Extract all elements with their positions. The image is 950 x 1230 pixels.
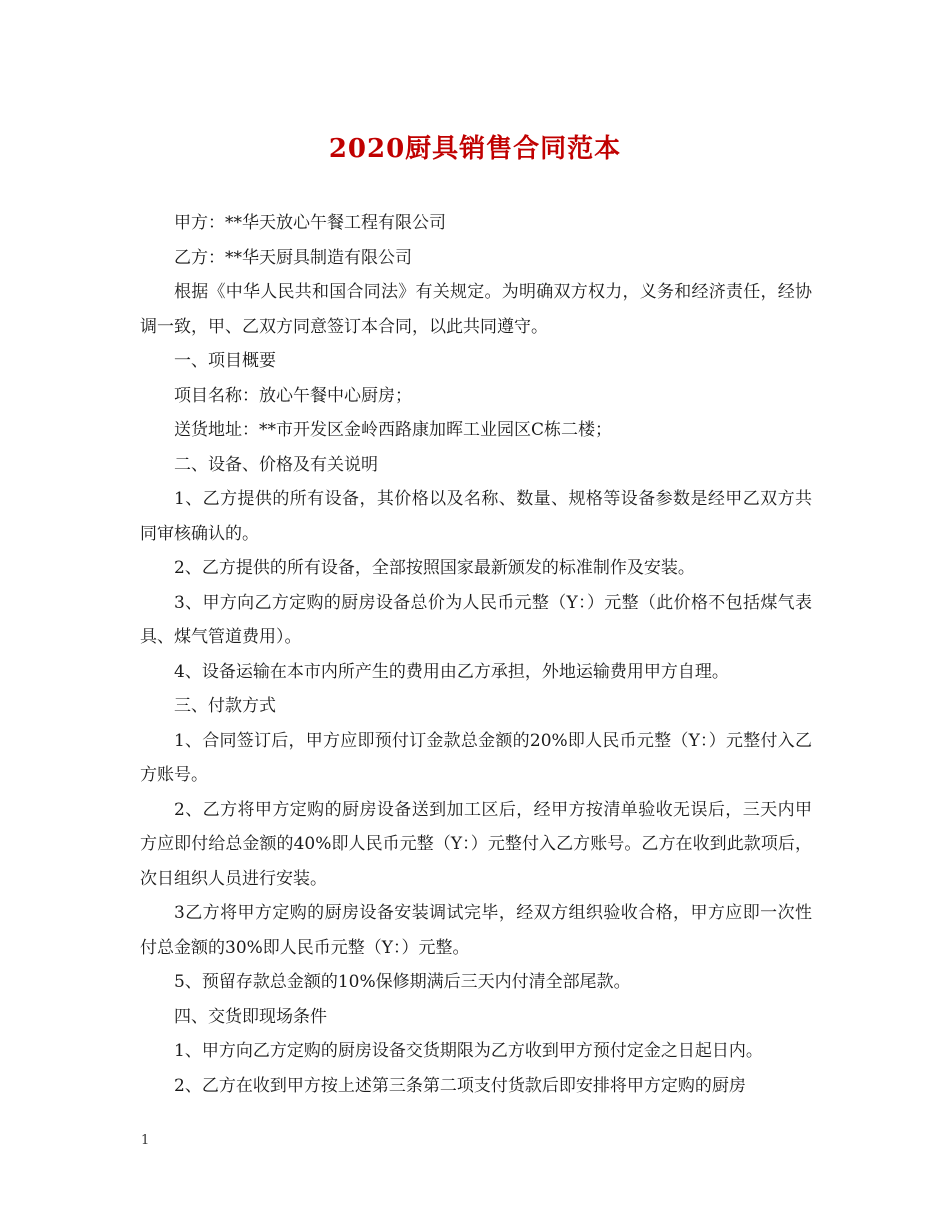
preamble-paragraph: 根据《中华人民共和国合同法》有关规定。为明确双方权力，义务和经济责任，经协调一致，甲、乙双方同意签订本合同，以此共同遵守。: [140, 282, 812, 337]
project-name: 项目名称：放心午餐中心厨房；: [174, 385, 412, 406]
party-a: 甲方：**华天放心午餐工程有限公司: [174, 213, 446, 233]
clause-3-5: 5、预留存款总金额的10%保修期满后三天内付清全部尾款。: [174, 972, 631, 992]
delivery-address: 送货地址：**市开发区金岭西路康加晖工业园区C栋二楼；: [174, 420, 613, 440]
section-heading-1: 一、项目概要: [174, 351, 276, 371]
clause-2-1: 1、乙方提供的所有设备，其价格以及名称、数量、规格等设备参数是经甲乙双方共同审核确认的。: [140, 489, 812, 544]
section-heading-3: 三、付款方式: [174, 696, 276, 716]
clause-3-3: 3乙方将甲方定购的厨房设备安装调试完毕，经双方组织验收合格，甲方应即一次性付总金额的30%即人民币元整（Y：）元整。: [140, 903, 812, 958]
section-heading-2: 二、设备、价格及有关说明: [174, 454, 378, 475]
clause-4-1: 1、甲方向乙方定购的厨房设备交货期限为乙方收到甲方预付定金之日起日内。: [174, 1041, 763, 1061]
clause-2-3: 3、甲方向乙方定购的厨房设备总价为人民币元整（Y：）元整（此价格不包括煤气表具、煤气管道费用）。: [140, 592, 812, 647]
document-body: [140, 206, 812, 1103]
clause-2-2: 2、乙方提供的所有设备，全部按照国家最新颁发的标准制作及安装。: [174, 558, 695, 578]
clause-3-1: 1、合同签订后，甲方应即预付订金款总金额的20%即人民币元整（Y：）元整付入乙方账号。: [140, 730, 812, 785]
clause-4-2: 2、乙方在收到甲方按上述第三条第二项支付货款后即安排将甲方定购的厨房: [174, 1075, 746, 1096]
clause-2-4: 4、设备运输在本市内所产生的费用由乙方承担，外地运输费用甲方自理。: [174, 661, 729, 682]
section-heading-4: 四、交货即现场条件: [174, 1006, 327, 1027]
party-b: 乙方：**华天厨具制造有限公司: [174, 247, 412, 268]
document-title: 2020厨具销售合同范本: [328, 134, 622, 164]
page-number: 1: [141, 1133, 150, 1148]
clause-3-2: 2、乙方将甲方定购的厨房设备送到加工区后，经甲方按清单验收无误后，三天内甲方应即付给总金额的40%即人民币元整（Y：）元整付入乙方账号。乙方在收到此款项后，次日组织人员进行安装。: [140, 799, 812, 889]
